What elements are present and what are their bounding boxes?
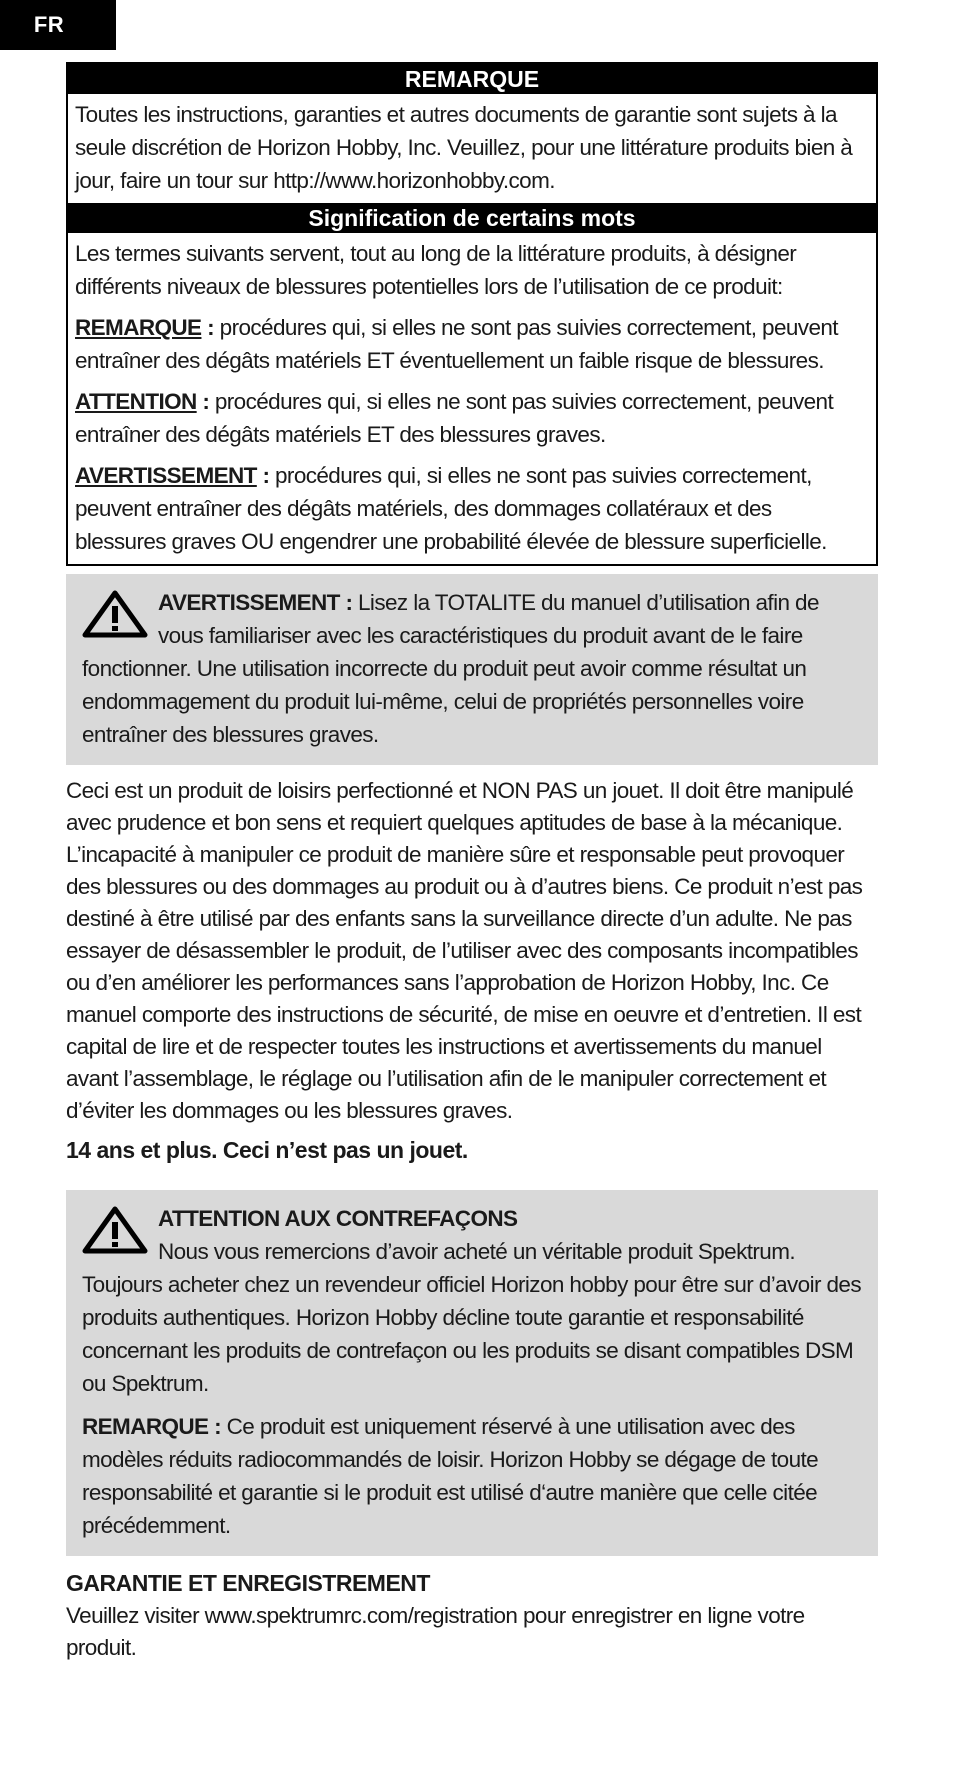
remarque-box-text: Toutes les instructions, garanties et autres documents de garantie sont sujets à la seule discrétion de Horizon Hobby, Inc. Veuillez, pour une littérature produits bien à jour, faire un tour sur http://www.horizonhobby.com. <box>75 102 853 193</box>
term-colon: : <box>201 315 215 340</box>
page-content <box>66 62 878 1664</box>
remarque-box-title: REMARQUE <box>68 64 876 94</box>
counterfeit-remark-label: REMARQUE : <box>82 1414 221 1439</box>
remarque-box-body <box>68 94 876 203</box>
term-definition-attention <box>75 385 868 451</box>
warning-notice-text: Lisez la TOTALITE du manuel d’utilisation afin de vous familiariser avec les caractéristiques du produit avant de le faire fonctionner. Une utilisation incorrecte du produit peut avoir comme résultat un endommagement du produit lui-même, celui de propriétés personnelles voire entraîner des blessures graves. <box>82 590 819 747</box>
warranty-heading: GARANTIE ET ENREGISTREMENT <box>66 1570 430 1596</box>
counterfeit-notice <box>66 1190 878 1556</box>
term-definition-remarque <box>75 311 868 377</box>
age-notice: 14 ans et plus. Ceci n’est pas un jouet. <box>66 1137 468 1163</box>
counterfeit-notice-text: Nous vous remercions d’avoir acheté un véritable produit Spektrum. Toujours acheter chez un revendeur officiel Horizon hobby pour être sur d’avoir des produits authentiques. Horizon Hobby décline toute garantie et responsabilité concernant les produits de contrefaçon ou les produits se disant compatibles DSM ou Spektrum. <box>82 1239 861 1396</box>
term-definition-avertissement <box>75 459 868 558</box>
warning-triangle-icon <box>82 1206 148 1254</box>
counterfeit-remark-text: Ce produit est uniquement réservé à une utilisation avec des modèles réduits radiocommandés de loisir. Horizon Hobby se dégage de toute responsabilité et garantie si le produit est utilisé d‘autre manière que celle citée précédemment. <box>82 1414 819 1538</box>
term-label: AVERTISSEMENT <box>75 463 257 488</box>
warranty-text: Veuillez visiter www.spektrumrc.com/registration pour enregistrer en ligne votre produit. <box>66 1603 805 1660</box>
intro-paragraph: Ceci est un produit de loisirs perfectionné et NON PAS un jouet. Il doit être manipulé avec prudence et bon sens et requiert quelques aptitudes de base à la mécanique. L’incapacité à manipuler ce produit de manière sûre et responsable peut provoquer des blessures ou des dommages au produit ou à d’autres biens. Ce produit n’est pas destiné à être utilisé par des enfants sans la surveillance directe d’un adulte. Ne pas essayer de désassembler le produit, de l’utiliser avec des composants incompatibles ou d’en améliorer les performances sans l’approbation de Horizon Hobby, Inc. Ce manuel comporte des instructions de sécurité, de mise en oeuvre et d’entretien. Il est capital de lire et de respecter toutes les instructions et avertissements du manuel avant l’assemblage, le réglage ou l’utilisation afin de le manipuler correctement et d’éviter les dommages ou les blessures graves. <box>66 778 863 1123</box>
warning-notice <box>66 574 878 765</box>
term-colon: : <box>256 463 270 488</box>
term-text: procédures qui, si elles ne sont pas suivies correctement, peuvent entraîner des dégâts matériels ET des blessures graves. <box>75 389 834 447</box>
language-tab: FR <box>0 0 116 50</box>
term-label: ATTENTION <box>75 389 197 414</box>
term-text: procédures qui, si elles ne sont pas suivies correctement, peuvent entraîner des dégâts matériels, des dommages collatéraux et des blessures graves OU engendrer une probabilité élevée de blessure superficielle. <box>75 463 827 554</box>
counterfeit-remark <box>82 1410 864 1542</box>
warning-triangle-icon <box>82 590 148 638</box>
term-colon: : <box>196 389 210 414</box>
counterfeit-notice-title: ATTENTION AUX CONTREFAÇONS <box>158 1206 518 1231</box>
signification-box-body <box>68 233 876 564</box>
signification-box-title: Signification de certains mots <box>68 203 876 233</box>
remarque-box <box>66 62 878 566</box>
term-text: procédures qui, si elles ne sont pas suivies correctement, peuvent entraîner des dégâts matériels ET éventuellement un faible risque de blessures. <box>75 315 838 373</box>
signification-intro: Les termes suivants servent, tout au long de la littérature produits, à désigner différents niveaux de blessures potentielles lors de l’utilisation de ce produit: <box>75 241 797 299</box>
term-label: REMARQUE <box>75 315 202 340</box>
warning-notice-label: AVERTISSEMENT : <box>158 590 353 615</box>
